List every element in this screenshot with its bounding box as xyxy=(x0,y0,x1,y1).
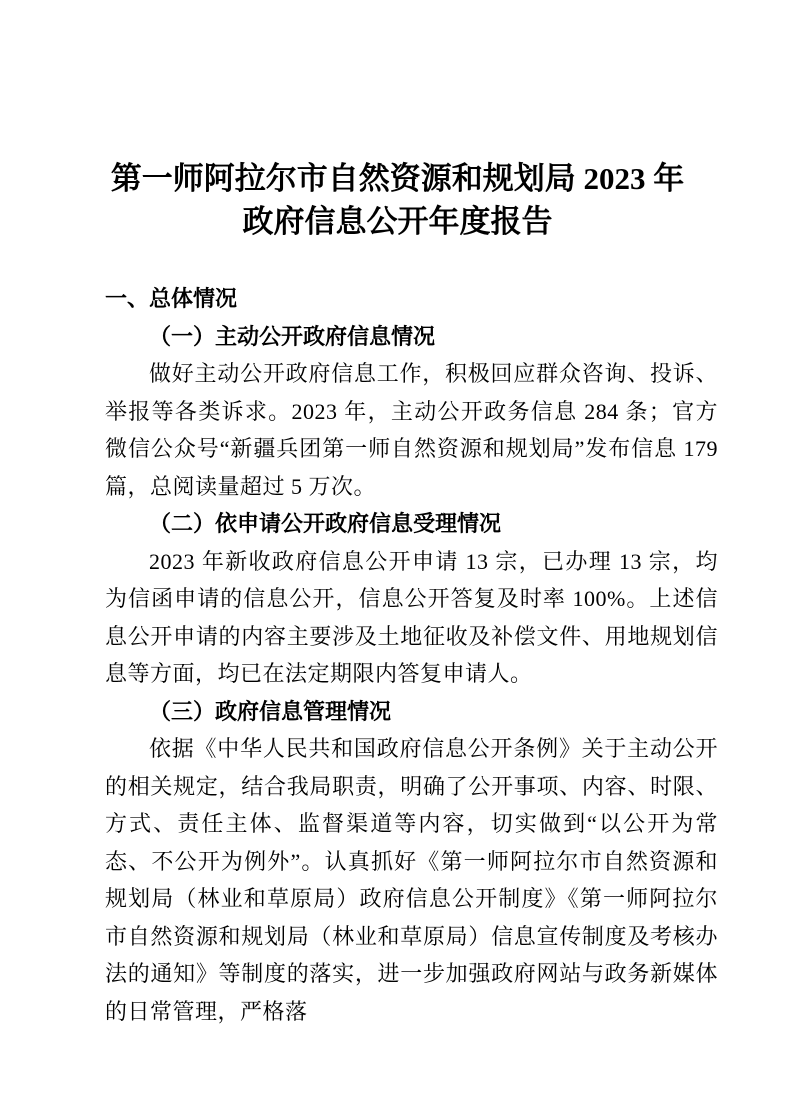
document-title-line1: 第一师阿拉尔市自然资源和规划局 2023 年 xyxy=(110,161,685,196)
section-heading-overview: 一、总体情况 xyxy=(105,286,238,311)
paragraph-information-management: 依据《中华人民共和国政府信息公开条例》关于主动公开的相关规定，结合我局职责，明确了公开事项、内容、时限、方式、责任主体、监督渠道等内容，切实做到“以公开为常态、不公开为例外”。认真抓好《第一师阿拉尔市自然资源和规划局（林业和草原局）政府信息公开制度》《第一师阿拉尔市自然资源和规划局（林业和草原局）信息宣传制度及考核办法的通知》等制度的落实，进一步加强政府网站与政务新媒体的日常管理，严格落 xyxy=(105,736,718,1024)
paragraph-disclosure-upon-request: 2023 年新收政府信息公开申请 13 宗，已办理 13 宗，均为信函申请的信息公开，信息公开答复及时率 100%。上述信息公开申请的内容主要涉及土地征收及补偿文件、用地规划信息等方面，均已在法定期限内答复申请人。 xyxy=(105,548,718,686)
subsection-heading-disclosure-upon-request: （二）依申请公开政府信息受理情况 xyxy=(149,511,502,536)
document-title-line2: 政府信息公开年度报告 xyxy=(242,204,553,239)
document-body xyxy=(105,157,718,1030)
paragraph-proactive-disclosure: 做好主动公开政府信息工作，积极回应群众咨询、投诉、举报等各类诉求。2023 年，主动公开政务信息 284 条；官方微信公众号“新疆兵团第一师自然资源和规划局”发布信息 179 篇，总阅读量超过 5 万次。 xyxy=(105,361,718,499)
document-title xyxy=(77,157,718,243)
subsection-heading-proactive-disclosure: （一）主动公开政府信息情况 xyxy=(149,323,436,349)
subsection-heading-information-management: （三）政府信息管理情况 xyxy=(149,698,392,724)
